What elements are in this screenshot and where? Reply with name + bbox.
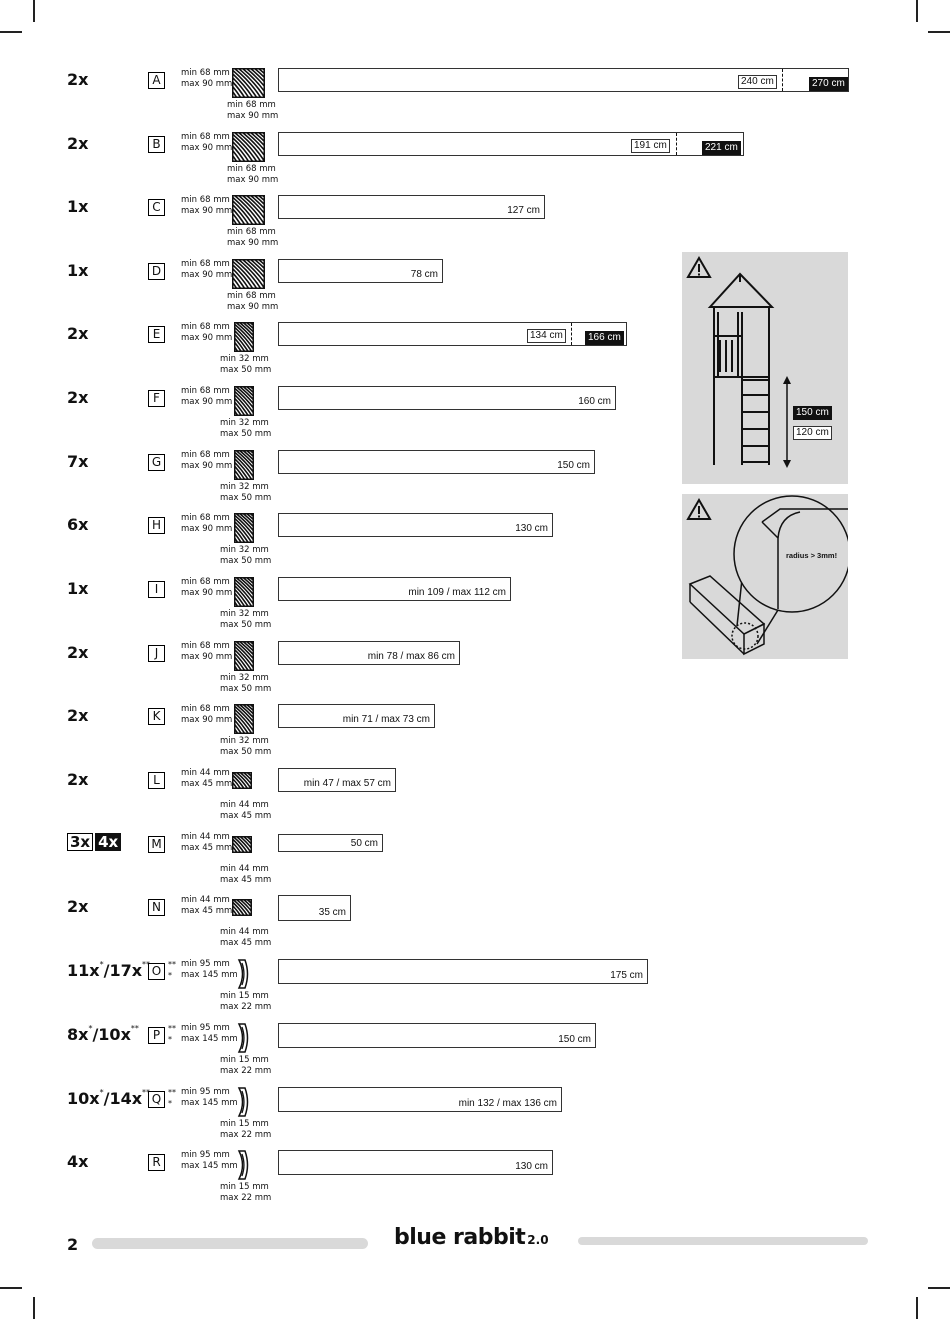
range-value: min 68 mm	[181, 68, 230, 78]
wood-section-icon	[234, 386, 254, 416]
section-icon-wrap	[234, 386, 254, 420]
length-label: min 109 / max 112 cm	[408, 587, 506, 598]
part-quantity: 2x	[67, 388, 89, 407]
range-value: max 22 mm	[220, 1002, 272, 1012]
section-width-range	[181, 259, 232, 281]
wood-section-icon	[232, 772, 252, 789]
section-width-range	[181, 1150, 238, 1172]
range-value: max 50 mm	[220, 556, 272, 566]
section-icon-wrap	[236, 959, 250, 993]
range-value: max 145 mm	[181, 1034, 238, 1044]
range-value: max 90 mm	[227, 175, 279, 185]
part-row-q	[0, 1087, 950, 1151]
variant-marker: *	[168, 971, 172, 980]
quantity-text: /14x	[103, 1089, 143, 1108]
variant-marker: *	[168, 1099, 172, 1108]
range-value: min 32 mm	[220, 418, 269, 428]
range-value: min 44 mm	[181, 832, 230, 842]
length-bar	[278, 68, 849, 92]
part-quantity: 7x	[67, 452, 89, 471]
range-value: min 68 mm	[227, 227, 276, 237]
range-value: max 90 mm	[181, 143, 233, 153]
range-value: max 90 mm	[181, 461, 233, 471]
range-value: min 68 mm	[181, 641, 230, 651]
section-width-range	[181, 195, 232, 217]
length-label: 175 cm	[610, 970, 643, 981]
part-letter: O	[148, 963, 165, 980]
brand-version: 2.0	[527, 1233, 549, 1247]
part-row-l	[0, 768, 950, 832]
part-letter: Q	[148, 1091, 165, 1108]
range-value: max 50 mm	[220, 620, 272, 630]
tower-height-high: 150 cm	[793, 406, 832, 420]
section-width-range	[181, 641, 232, 663]
length-bar	[278, 704, 435, 728]
range-value: max 45 mm	[181, 906, 233, 916]
variant-markers	[168, 1087, 176, 1109]
section-thickness-range	[220, 927, 271, 949]
part-row-r	[0, 1150, 950, 1214]
board-section-icon	[236, 1150, 250, 1180]
part-letter: R	[148, 1154, 165, 1171]
range-value: max 145 mm	[181, 970, 238, 980]
section-width-range	[181, 132, 232, 154]
brand-name: blue rabbit	[394, 1225, 526, 1250]
length-bar	[278, 1023, 596, 1048]
crop-mark	[928, 1287, 950, 1289]
crop-mark	[0, 1287, 22, 1289]
range-value: min 44 mm	[220, 927, 269, 937]
length-bar	[278, 386, 616, 410]
quantity-footnote: *	[99, 960, 104, 969]
section-icon-wrap	[234, 641, 254, 675]
section-icon-wrap	[236, 1087, 250, 1121]
part-row-a	[0, 68, 950, 132]
length-bar	[278, 259, 443, 283]
range-value: min 95 mm	[181, 1023, 230, 1033]
variant-markers	[168, 959, 176, 981]
range-value: max 50 mm	[220, 684, 272, 694]
range-value: max 90 mm	[227, 302, 279, 312]
range-value: max 45 mm	[181, 779, 233, 789]
length-label: 50 cm	[350, 838, 378, 849]
section-width-range	[181, 768, 232, 790]
part-quantity: 6x	[67, 515, 89, 534]
section-thickness-range	[227, 227, 278, 249]
part-letter: I	[148, 581, 165, 598]
section-width-range	[181, 832, 232, 854]
part-quantity: 2x	[67, 706, 89, 725]
wood-section-icon	[232, 68, 265, 98]
part-letter: M	[148, 836, 165, 853]
range-value: min 68 mm	[181, 195, 230, 205]
length-label-long: 166 cm	[585, 331, 624, 345]
part-quantity	[67, 1025, 139, 1044]
section-icon-wrap	[236, 1023, 250, 1057]
section-width-range	[181, 1087, 238, 1109]
section-icon-wrap	[232, 68, 265, 102]
range-value: min 32 mm	[220, 354, 269, 364]
part-row-p	[0, 1023, 950, 1087]
section-thickness-range	[220, 1055, 271, 1077]
part-quantity: 1x	[67, 579, 89, 598]
range-value: min 44 mm	[181, 895, 230, 905]
wood-section-icon	[234, 450, 254, 480]
length-label-short: 240 cm	[738, 75, 777, 89]
quantity-footnote: **	[130, 1024, 139, 1033]
edge-radius-panel	[682, 494, 848, 659]
section-width-range	[181, 68, 232, 90]
quantity-text: 8x	[67, 1025, 89, 1044]
quantity-option: 4x	[95, 833, 121, 851]
part-quantity: 2x	[67, 134, 89, 153]
section-thickness-range	[220, 736, 271, 758]
quantity-footnote: *	[99, 1088, 104, 1097]
part-quantity: 2x	[67, 324, 89, 343]
variant-marker: *	[168, 1035, 172, 1044]
part-letter: J	[148, 645, 165, 662]
part-quantity	[67, 832, 123, 851]
range-value: max 45 mm	[220, 811, 272, 821]
part-letter: F	[148, 390, 165, 407]
section-thickness-range	[220, 418, 271, 440]
length-label: 127 cm	[507, 205, 540, 216]
range-value: max 145 mm	[181, 1161, 238, 1171]
crop-mark	[916, 1297, 918, 1319]
section-thickness-range	[220, 991, 271, 1013]
part-row-m	[0, 832, 950, 896]
part-quantity: 2x	[67, 70, 89, 89]
tower-height-panel	[682, 252, 848, 484]
range-value: max 22 mm	[220, 1130, 272, 1140]
range-value: max 22 mm	[220, 1193, 272, 1203]
part-quantity	[67, 961, 150, 980]
section-icon-wrap	[232, 836, 252, 857]
radius-label: radius > 3mm!	[786, 551, 838, 560]
range-value: max 90 mm	[181, 715, 233, 725]
length-bar	[278, 959, 648, 984]
range-value: min 95 mm	[181, 959, 230, 969]
length-label-short: 134 cm	[527, 329, 566, 343]
wood-section-icon	[234, 513, 254, 543]
section-thickness-range	[220, 800, 271, 822]
range-value: min 68 mm	[181, 386, 230, 396]
range-value: max 90 mm	[181, 588, 233, 598]
wood-section-icon	[232, 259, 265, 289]
wood-section-icon	[232, 836, 252, 853]
crop-mark	[928, 31, 950, 33]
range-value: min 32 mm	[220, 736, 269, 746]
range-value: max 50 mm	[220, 747, 272, 757]
range-value: min 44 mm	[181, 768, 230, 778]
range-value: max 90 mm	[181, 270, 233, 280]
range-value: min 68 mm	[227, 100, 276, 110]
range-value: min 68 mm	[181, 704, 230, 714]
part-letter: K	[148, 708, 165, 725]
length-bar	[278, 322, 627, 346]
length-label: min 71 / max 73 cm	[342, 714, 430, 725]
section-width-range	[181, 322, 232, 344]
section-icon-wrap	[236, 1150, 250, 1184]
length-bar	[278, 1150, 553, 1175]
length-bar	[278, 577, 511, 601]
tower-drawing	[682, 252, 848, 484]
section-width-range	[181, 704, 232, 726]
range-value: max 90 mm	[227, 238, 279, 248]
variant-markers	[168, 1023, 176, 1045]
part-row-n	[0, 895, 950, 959]
section-width-range	[181, 895, 232, 917]
range-value: max 90 mm	[181, 524, 233, 534]
length-label: 130 cm	[515, 523, 548, 534]
part-row-c	[0, 195, 950, 259]
range-value: max 50 mm	[220, 493, 272, 503]
range-value: max 145 mm	[181, 1098, 238, 1108]
length-bar	[278, 132, 744, 156]
quantity-text: /10x	[92, 1025, 131, 1044]
range-value: min 15 mm	[220, 1055, 269, 1065]
part-letter: G	[148, 454, 165, 471]
part-letter: E	[148, 326, 165, 343]
quantity-text: 10x	[67, 1089, 100, 1108]
section-thickness-range	[220, 864, 271, 886]
section-icon-wrap	[232, 195, 265, 229]
page-number: 2	[67, 1235, 79, 1254]
section-icon-wrap	[232, 772, 252, 793]
quantity-footnote: *	[88, 1024, 93, 1033]
tower-height-low: 120 cm	[793, 426, 832, 440]
part-quantity: 1x	[67, 261, 89, 280]
range-value: min 15 mm	[220, 991, 269, 1001]
range-value: min 15 mm	[220, 1119, 269, 1129]
crop-mark	[33, 1297, 35, 1319]
range-value: min 44 mm	[220, 864, 269, 874]
length-label: 78 cm	[410, 269, 438, 280]
part-letter: B	[148, 136, 165, 153]
length-divider	[676, 133, 677, 155]
variant-marker: **	[168, 960, 176, 969]
range-value: max 50 mm	[220, 429, 272, 439]
section-icon-wrap	[232, 259, 265, 293]
length-bar	[278, 513, 553, 537]
length-label-long: 221 cm	[702, 141, 741, 155]
part-quantity	[67, 1089, 150, 1108]
section-width-range	[181, 386, 232, 408]
part-quantity: 1x	[67, 197, 89, 216]
section-icon-wrap	[234, 450, 254, 484]
crop-mark	[916, 0, 918, 22]
section-icon-wrap	[234, 322, 254, 356]
crop-mark	[0, 31, 22, 33]
beam-edge-drawing	[682, 494, 848, 659]
board-section-icon	[236, 959, 250, 989]
part-quantity: 2x	[67, 643, 89, 662]
range-value: min 32 mm	[220, 609, 269, 619]
footer-bar-right	[578, 1237, 868, 1245]
quantity-text: 11x	[67, 961, 100, 980]
wood-section-icon	[234, 577, 254, 607]
section-thickness-range	[220, 545, 271, 567]
length-label: min 47 / max 57 cm	[303, 778, 391, 789]
range-value: max 90 mm	[181, 397, 233, 407]
range-value: min 68 mm	[227, 291, 276, 301]
section-thickness-range	[227, 291, 278, 313]
length-label: 35 cm	[318, 907, 346, 918]
section-icon-wrap	[232, 132, 265, 166]
section-width-range	[181, 577, 232, 599]
length-divider	[571, 323, 572, 345]
part-letter: P	[148, 1027, 165, 1044]
range-value: min 32 mm	[220, 673, 269, 683]
section-width-range	[181, 959, 238, 981]
length-label: 130 cm	[515, 1161, 548, 1172]
wood-section-icon	[232, 195, 265, 225]
range-value: max 22 mm	[220, 1066, 272, 1076]
length-bar	[278, 195, 545, 219]
range-value: min 68 mm	[181, 577, 230, 587]
quantity-footnote: **	[142, 960, 151, 969]
length-bar	[278, 834, 383, 852]
range-value: min 68 mm	[181, 132, 230, 142]
range-value: max 50 mm	[220, 365, 272, 375]
section-thickness-range	[220, 673, 271, 695]
wood-section-icon	[232, 899, 252, 916]
part-letter: L	[148, 772, 165, 789]
section-thickness-range	[220, 482, 271, 504]
range-value: max 90 mm	[181, 652, 233, 662]
section-thickness-range	[220, 354, 271, 376]
range-value: min 15 mm	[220, 1182, 269, 1192]
length-divider	[782, 69, 783, 91]
length-label-short: 191 cm	[631, 139, 670, 153]
range-value: min 44 mm	[220, 800, 269, 810]
range-value: min 95 mm	[181, 1150, 230, 1160]
range-value: min 68 mm	[181, 450, 230, 460]
quantity-footnote: **	[142, 1088, 151, 1097]
part-letter: C	[148, 199, 165, 216]
crop-mark	[33, 0, 35, 22]
brand-logo	[394, 1225, 549, 1250]
variant-marker: **	[168, 1024, 176, 1033]
length-bar	[278, 450, 595, 474]
section-width-range	[181, 1023, 238, 1045]
length-label: 160 cm	[578, 396, 611, 407]
section-icon-wrap	[232, 899, 252, 920]
quantity-text: /17x	[103, 961, 143, 980]
range-value: max 45 mm	[181, 843, 233, 853]
length-label: 150 cm	[558, 1034, 591, 1045]
length-bar	[278, 895, 351, 921]
section-width-range	[181, 450, 232, 472]
range-value: max 45 mm	[220, 938, 272, 948]
section-thickness-range	[220, 1119, 271, 1141]
range-value: min 68 mm	[181, 513, 230, 523]
part-quantity: 4x	[67, 1152, 89, 1171]
part-letter: H	[148, 517, 165, 534]
part-row-o	[0, 959, 950, 1023]
range-value: min 32 mm	[220, 545, 269, 555]
part-quantity: 2x	[67, 770, 89, 789]
section-icon-wrap	[234, 513, 254, 547]
part-letter: D	[148, 263, 165, 280]
range-value: min 68 mm	[181, 259, 230, 269]
section-icon-wrap	[234, 704, 254, 738]
part-row-b	[0, 132, 950, 196]
section-thickness-range	[227, 164, 278, 186]
range-value: max 90 mm	[227, 111, 279, 121]
range-value: min 68 mm	[227, 164, 276, 174]
board-section-icon	[236, 1023, 250, 1053]
part-letter: A	[148, 72, 165, 89]
length-bar	[278, 768, 396, 792]
range-value: max 90 mm	[181, 206, 233, 216]
board-section-icon	[236, 1087, 250, 1117]
wood-section-icon	[232, 132, 265, 162]
wood-section-icon	[234, 641, 254, 671]
range-value: min 68 mm	[181, 322, 230, 332]
wood-section-icon	[234, 322, 254, 352]
variant-marker: **	[168, 1088, 176, 1097]
length-label: 150 cm	[557, 460, 590, 471]
range-value: max 90 mm	[181, 79, 233, 89]
range-value: min 95 mm	[181, 1087, 230, 1097]
part-quantity: 2x	[67, 897, 89, 916]
part-letter: N	[148, 899, 165, 916]
range-value: min 32 mm	[220, 482, 269, 492]
part-row-k	[0, 704, 950, 768]
length-bar	[278, 1087, 562, 1112]
length-label-long: 270 cm	[809, 77, 848, 91]
wood-section-icon	[234, 704, 254, 734]
quantity-option: 3x	[67, 833, 93, 851]
length-label: min 132 / max 136 cm	[458, 1098, 557, 1109]
footer-bar-left	[92, 1238, 368, 1249]
section-icon-wrap	[234, 577, 254, 611]
section-thickness-range	[220, 609, 271, 631]
length-label: min 78 / max 86 cm	[367, 651, 455, 662]
range-value: max 90 mm	[181, 333, 233, 343]
section-thickness-range	[220, 1182, 271, 1204]
section-thickness-range	[227, 100, 278, 122]
length-bar	[278, 641, 460, 665]
section-width-range	[181, 513, 232, 535]
range-value: max 45 mm	[220, 875, 272, 885]
